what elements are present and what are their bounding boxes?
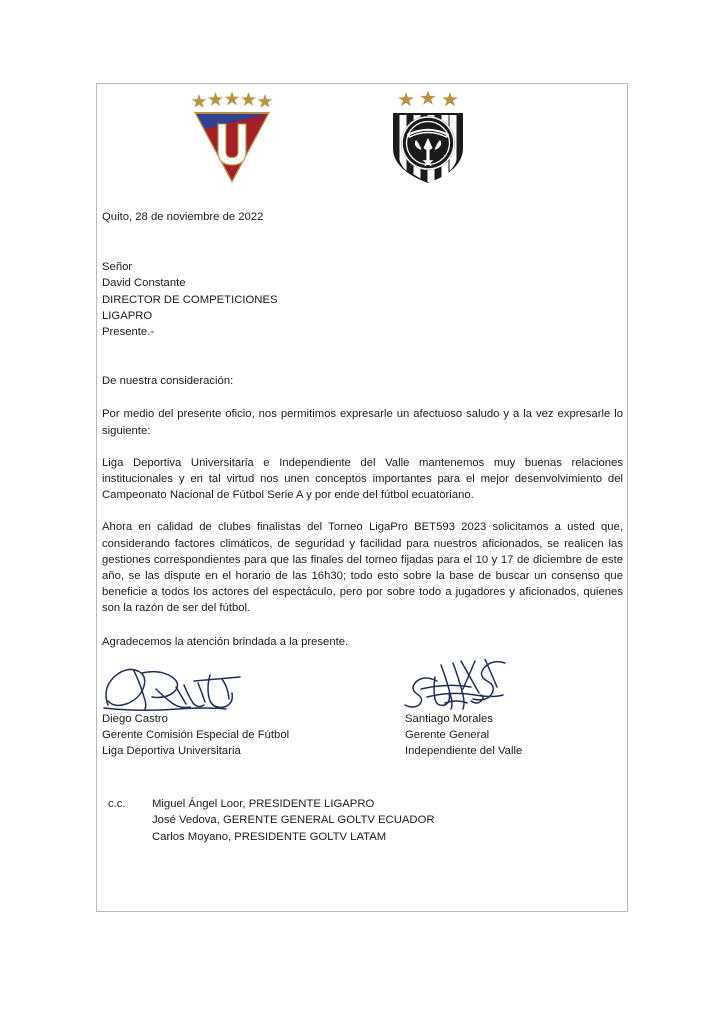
addressee-line-name: David Constante bbox=[102, 277, 186, 290]
body-paragraph-1: Por medio del presente oficio, nos permitimos expresarle un afectuoso saludo y a la vez expresarle lo siguiente: bbox=[102, 408, 623, 437]
signer-title-right: Gerente General bbox=[405, 729, 490, 742]
independiente-del-valle-crest-icon bbox=[386, 86, 470, 186]
closing-line: Agradecemos la atención brindada a la presente. bbox=[102, 635, 349, 648]
salutation: De nuestra consideración: bbox=[102, 375, 234, 388]
addressee-line-organization: LIGAPRO bbox=[102, 309, 153, 322]
signature-names-left bbox=[102, 711, 332, 760]
signature-names-right bbox=[405, 711, 628, 760]
addressee-line-role: DIRECTOR DE COMPETICIONES bbox=[102, 293, 278, 306]
cc-recipient: Carlos Moyano, PRESIDENTE GOLTV LATAM bbox=[152, 831, 387, 844]
body-paragraph-2: Liga Deportiva Universitaria e Independiente del Valle mantenemos muy buenas relaciones institucionales y en tal virtud nos unen conceptos importantes para el mejor desenvolvimiento del Campeonato Nacional de Fútbol Serie A y por ende del fútbol ecuatoriano. bbox=[102, 456, 623, 502]
signer-organization-left: Liga Deportiva Universitaria bbox=[102, 745, 241, 758]
document-page bbox=[96, 83, 628, 912]
addressee-line-presente: Presente.- bbox=[102, 326, 155, 339]
cc-block bbox=[102, 796, 622, 846]
signature-column-right bbox=[405, 663, 628, 760]
addressee-block bbox=[102, 259, 622, 340]
signer-organization-right: Independiente del Valle bbox=[405, 745, 523, 758]
cc-recipient: Miguel Ángel Loor, PRESIDENTE LIGAPRO bbox=[152, 797, 375, 810]
letter-body bbox=[102, 196, 622, 846]
signer-title-left: Gerente Comisión Especial de Fútbol bbox=[102, 729, 290, 742]
body-paragraph-3: Ahora en calidad de clubes finalistas del Torneo LigaPro BET593 2023 solicitamos a usted que, considerando factores climáticos, de seguridad y facilidad para nuestros aficionados, se realicen las gestiones correspondientes para que las finales del torneo fijadas para el 10 y 17 de diciembre de este año, se las dispute en el horario de las 16h30; todo esto sobre la base de buscar un consenso que beneficie a todos los actores del espectáculo, pero por sobre todo a jugadores y aficionados, quienes son la razón de ser del fútbol. bbox=[102, 521, 623, 615]
cc-recipient-list bbox=[152, 796, 622, 846]
handwritten-signature-diego-castro bbox=[102, 663, 332, 711]
handwritten-signature-santiago-morales bbox=[405, 663, 628, 711]
date-line: Quito, 28 de noviembre de 2022 bbox=[102, 211, 264, 223]
cc-recipient: José Vedova, GERENTE GENERAL GOLTV ECUADOR bbox=[152, 814, 435, 827]
ldu-quito-crest-icon bbox=[188, 86, 276, 186]
cc-label: c.c. bbox=[108, 797, 126, 810]
signer-name-right: Santiago Morales bbox=[405, 712, 493, 725]
signature-block bbox=[102, 663, 622, 759]
signer-name-left: Diego Castro bbox=[102, 712, 168, 725]
letterhead bbox=[102, 84, 622, 196]
signature-column-left bbox=[102, 663, 332, 760]
addressee-line-salutation: Señor bbox=[102, 261, 133, 274]
